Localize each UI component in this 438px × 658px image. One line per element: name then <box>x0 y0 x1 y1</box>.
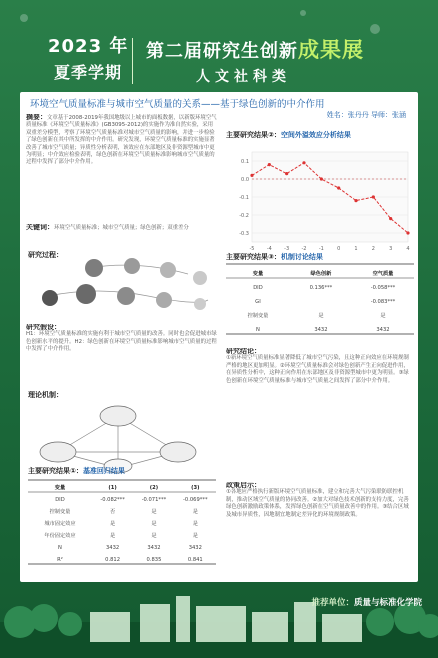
x-tick-label: 1 <box>354 246 358 252</box>
mechanism-node <box>160 442 196 462</box>
research-framework-diagram <box>28 256 216 324</box>
table-cell: 0.835 <box>146 557 162 563</box>
framework-node <box>76 284 96 304</box>
y-tick-label: -0.2 <box>239 213 249 219</box>
data-point <box>389 217 392 220</box>
y-tick-label: 0.0 <box>241 177 249 183</box>
policy-text: ①各地应严格执行新版环境空气质量标准，建立和完善大气污染联防联控机制，推动区域空气质量的协同改善。②加大对绿色技术创新的支持力度，完善绿色创新激励政策体系，发挥绿色创新在空气质量改善中的作用。③结合区域及城市异质性，因地制宜地制定差异化的环境规制政策。 <box>226 489 409 518</box>
baseline-regression-table <box>28 476 216 568</box>
data-point <box>250 174 253 177</box>
abstract-label: 摘要： <box>26 114 47 121</box>
authors-line: 姓名：张丹丹 导师：张涵 <box>326 111 406 119</box>
x-tick-label: 0 <box>337 246 341 252</box>
title-prefix: 第二届研究生创新 <box>146 41 298 62</box>
table-header-cell: (1) <box>108 485 117 491</box>
policy-label: 政策启示： <box>226 482 261 489</box>
theory-mechanism-diagram <box>28 398 216 476</box>
table-cell: 0.841 <box>187 557 203 563</box>
x-tick-label: -3 <box>284 246 290 252</box>
result3-label: 主要研究结果③： <box>226 253 281 261</box>
y-tick-label: 0.1 <box>241 159 249 165</box>
policy-block <box>226 482 412 578</box>
table-header-cell: (2) <box>149 485 159 491</box>
table-cell: N <box>256 327 260 333</box>
category-subtitle: 人文社科类 <box>196 69 291 85</box>
framework-flow <box>42 258 208 310</box>
table-cell: 3432 <box>188 545 202 551</box>
framework-node <box>85 259 103 277</box>
theory-heading: 理论机制： <box>28 391 63 399</box>
table-cell: 是 <box>109 533 116 539</box>
table-cell: DID <box>55 497 65 503</box>
data-point <box>372 195 375 198</box>
table-cell: -0.069*** <box>183 497 208 503</box>
unit-label: 推荐单位： <box>311 598 354 608</box>
x-tick-label: 3 <box>389 246 393 252</box>
header-divider <box>132 38 133 84</box>
table-cell: 年份固定效应 <box>44 533 76 539</box>
table-cell: R² <box>57 557 63 563</box>
table-cell: 是 <box>151 533 157 539</box>
table-cell: GI <box>255 299 261 305</box>
framework-node <box>194 298 206 310</box>
framework-node <box>193 271 207 285</box>
conclusion-block <box>226 348 412 480</box>
poster-header <box>0 0 438 92</box>
result1-heading <box>28 466 125 476</box>
table-cell: -0.058*** <box>370 285 396 291</box>
x-tick-label: -5 <box>249 246 255 252</box>
data-point <box>337 186 340 189</box>
term-label: 夏季学期 <box>54 63 123 82</box>
abstract-text: 文章基于2008-2019年我国地级以上城市的面板数据，以新版环境空气质量标准《环境空气质量标准》(GB3095-2012)的实施作为准自然实验，采用双重差分模型，考察了环境空气质量标准对城市空气质量的影响，并进一步检验了绿色创新在其中所发挥的中介作用。研究发现，环境空气质量标准的实施显著改善了城市空气质量；异质性分析表明，该效应在东部地区及非资源型城市中更为明显；中介效应检验表明，绿色创新在环境空气质量标准影响城市空气质量的过程中发挥了部分中介作用。 <box>26 115 217 166</box>
campus-skyline <box>0 582 438 658</box>
abstract-block <box>26 114 218 224</box>
table-cell: 3432 <box>314 327 328 333</box>
year-label: 2023 年 <box>48 36 129 57</box>
hypothesis-block <box>26 324 218 390</box>
keywords-text: 环境空气质量标准；城市空气质量；绿色创新；双重差分 <box>54 225 189 231</box>
table-cell: 0.812 <box>105 557 121 563</box>
spatial-effect-chart <box>226 138 414 260</box>
framework-node <box>117 287 135 305</box>
table-cell: 是 <box>192 509 198 515</box>
keywords-block <box>26 224 218 246</box>
table-header-cell: 变量 <box>54 485 66 491</box>
table-cell: 0.136*** <box>309 285 333 291</box>
data-point <box>302 161 305 164</box>
table-cell: 是 <box>109 521 116 527</box>
title-accent: 成果展 <box>298 38 364 62</box>
result2-sub: 空间外溢效应分析结果 <box>280 131 351 139</box>
poster-card <box>20 92 418 582</box>
data-point <box>285 172 288 175</box>
x-tick-label: -1 <box>318 246 324 252</box>
data-point <box>354 199 357 202</box>
table-cell: 城市固定效应 <box>44 521 76 527</box>
table-cell: 3432 <box>147 545 161 551</box>
x-tick-label: 4 <box>406 246 410 252</box>
keywords-label: 关键词： <box>26 224 54 231</box>
table-cell: 是 <box>192 533 198 539</box>
table-cell: 3432 <box>105 545 120 551</box>
y-tick-label: -0.1 <box>239 195 249 201</box>
table-header-cell: (3) <box>191 485 200 491</box>
table-cell: 控制变量 <box>247 313 269 319</box>
framework-node <box>160 262 176 278</box>
table-cell: 控制变量 <box>49 509 71 515</box>
result2-label: 主要研究结果②： <box>226 131 281 139</box>
decor-dot <box>370 24 380 34</box>
paper-title: 环境空气质量标准与城市空气质量的关系——基于绿色创新的中介作用 <box>30 99 325 110</box>
table-cell: 否 <box>109 509 116 515</box>
table-cell: 是 <box>380 313 386 319</box>
x-tick-label: -4 <box>266 246 272 252</box>
table-cell: 是 <box>151 509 157 515</box>
conclusion-text: ①新环境空气质量标准显著降低了城市空气污染，且这种正向效应在环境规制严格的地区更加明显。②环境空气质量标准会对绿色创新产生正向促进作用，在异质性分析中，这种正向作用在东部地区及非资源型城市中更为明显。③绿色创新在环境空气质量标准与城市空气质量之间发挥了部分中介作用。 <box>226 355 409 384</box>
table-cell: 3432 <box>376 327 390 333</box>
table-cell: DID <box>253 285 263 291</box>
table-cell: N <box>58 545 62 551</box>
table-cell: -0.071*** <box>141 497 167 503</box>
result3-sub: 机制讨论结果 <box>280 253 323 261</box>
framework-node <box>156 292 172 308</box>
exhibition-title <box>146 34 364 64</box>
framework-node <box>124 258 140 274</box>
conclusion-label: 研究结论： <box>226 348 261 355</box>
table-cell: -0.083*** <box>370 299 396 305</box>
mechanism-node <box>100 406 136 426</box>
decor-dot <box>300 10 306 16</box>
data-point <box>406 231 409 234</box>
data-point <box>320 177 323 180</box>
mechanism-node <box>40 442 76 462</box>
x-tick-label: -2 <box>301 246 307 252</box>
table-cell: 是 <box>318 313 324 319</box>
result1-sub: 基准回归结果 <box>82 467 125 475</box>
hypothesis-text: H1：环境空气质量标准的实施有利于城市空气质量的改善。同时也会促进城市绿色创新水平的提升。H2：绿色创新在环境空气质量标准影响城市空气质量的过程中发挥了中介作用。 <box>26 331 217 353</box>
recommending-unit <box>311 596 422 608</box>
decor-dot <box>20 14 28 22</box>
y-tick-label: -0.3 <box>239 231 249 237</box>
hypothesis-label: 研究假设： <box>26 324 61 331</box>
table-header-cell: 空气质量 <box>372 271 394 277</box>
unit-name: 质量与标准化学院 <box>353 598 422 608</box>
table-cell: 是 <box>192 521 198 527</box>
table-header-cell: 变量 <box>252 271 264 277</box>
framework-heading: 研究过程： <box>28 251 63 259</box>
framework-node <box>42 290 58 306</box>
table-cell: 是 <box>151 521 157 527</box>
data-point <box>268 163 271 166</box>
x-tick-label: 2 <box>371 246 375 252</box>
result1-label: 主要研究结果①： <box>28 467 83 475</box>
table-header-cell: 绿色创新 <box>310 271 332 277</box>
table-cell: -0.082*** <box>100 497 125 503</box>
mechanism-table <box>226 260 414 344</box>
